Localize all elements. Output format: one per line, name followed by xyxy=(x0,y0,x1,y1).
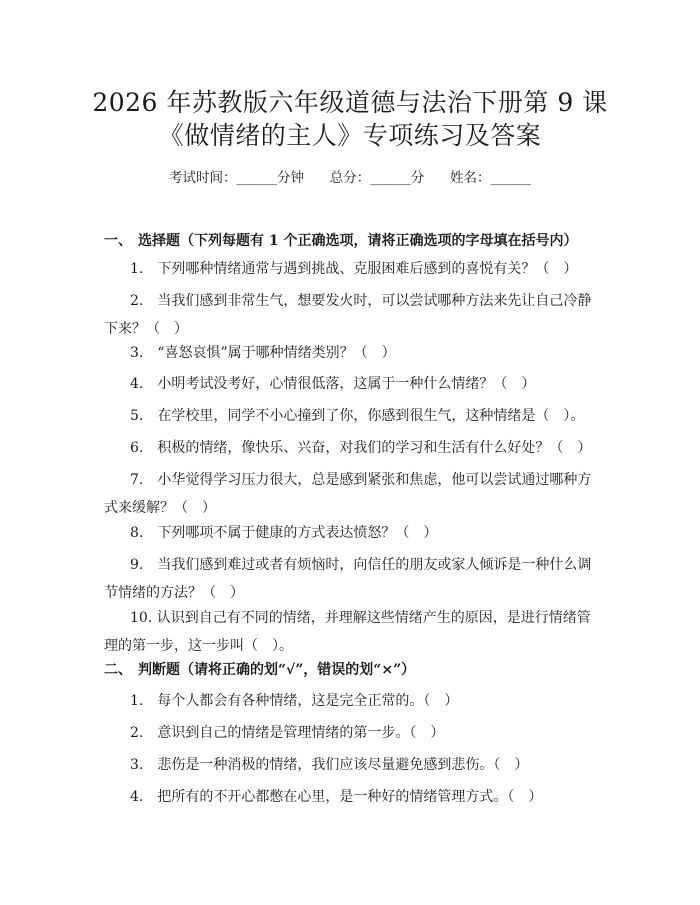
question-item: 10. 认识到自己有不同的情绪，并理解这些情绪产生的原因，是进行情绪管理的第一步，这一步叫（ ）。 xyxy=(104,610,591,654)
question-item: 3. “喜怒哀惧”属于哪种情绪类别？（ ） xyxy=(130,345,396,361)
question-item: 4. 把所有的不开心都憋在心里，是一种好的情绪管理方式。（ ） xyxy=(130,789,543,805)
document-title-line-1: 2026 年苏教版六年级道德与法治下册第 9 课 xyxy=(92,88,608,117)
section-heading-choice xyxy=(104,231,578,251)
document-title-line-2: 《做情绪的主人》专项练习及答案 xyxy=(158,121,542,150)
question-item: 8. 下列哪项不属于健康的方式表达愤怒？（ ） xyxy=(130,525,438,541)
section-number: 二、 xyxy=(104,662,132,678)
section-heading-judgment xyxy=(104,660,415,680)
question-item: 6. 积极的情绪，像快乐、兴奋，对我们的学习和生活有什么好处？（ ） xyxy=(130,440,592,456)
question-item: 4. 小明考试没考好，心情很低落，这属于一种什么情绪？（ ） xyxy=(130,376,536,392)
question-item: 2. 当我们感到非常生气，想要发火时，可以尝试哪种方法来先让自己冷静下来？（ ） xyxy=(104,293,592,337)
question-item: 3. 悲伤是一种消极的情绪，我们应该尽量避免感到悲伤。（ ） xyxy=(130,757,529,773)
question-item: 1. 下列哪种情绪通常与遇到挑战、克服困难后感到的喜悦有关？（ ） xyxy=(130,261,578,277)
section-title: 判断题（请将正确的划“√”，错误的划“×”） xyxy=(138,662,416,678)
question-item: 1. 每个人都会有各种情绪，这是完全正常的。（ ） xyxy=(130,693,459,709)
question-item: 2. 意识到自己的情绪是管理情绪的第一步。（ ） xyxy=(130,725,445,741)
question-item: 9. 当我们感到难过或者有烦恼时，向信任的朋友或家人倾诉是一种什么调节情绪的方法？（ ） xyxy=(104,557,592,601)
question-item: 5. 在学校里，同学不小心撞到了你，你感到很生气，这种情绪是（ ）。 xyxy=(130,408,585,424)
section-number: 一、 xyxy=(104,233,132,249)
question-item: 7. 小华觉得学习压力很大，总是感到紧张和焦虑，他可以尝试通过哪种方式来缓解？（ ） xyxy=(104,472,592,516)
section-title: 选择题（下列每题有 1 个正确选项，请将正确选项的字母填在括号内） xyxy=(138,233,578,249)
exam-info-line: 考试时间：______分钟 总分：______分 姓名：______ xyxy=(169,170,531,186)
